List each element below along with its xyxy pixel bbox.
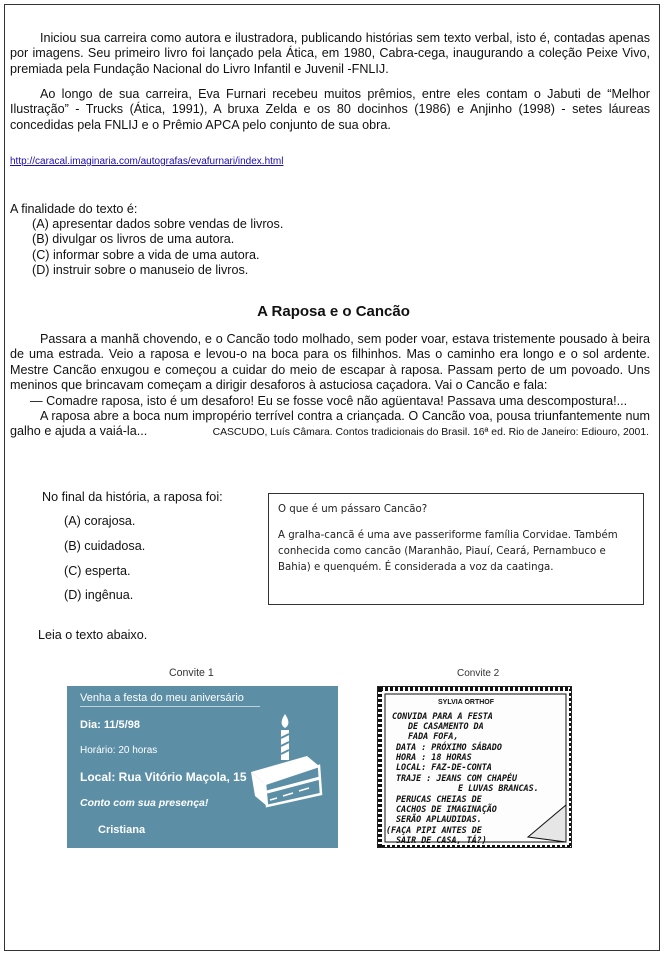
invite-2-line-3: FADA FOFA, bbox=[408, 731, 459, 741]
invite-2-line-2: DE CASAMENTO DA bbox=[408, 721, 484, 731]
question-2-option-c[interactable]: (C) esperta. bbox=[64, 564, 131, 578]
invite-2-line-10: CACHOS DE IMAGINAÇÃO bbox=[396, 804, 497, 814]
article-paragraph-1: Iniciou sua carreira como autora e ilustradora, publicando histórias sem texto verbal, isto é, contadas apenas por imagens. Seu primeiro livro foi lançado pela Ática, em 1980, Cabra-cega, inaugurando a coleção Peixe Vivo, premiada pela Fundação Nacional do Livro Infantil e Juvenil -FNLIJ. bbox=[10, 31, 650, 76]
invite-2-card bbox=[377, 686, 572, 848]
invite-2-line-7: TRAJE : JEANS COM CHAPÉU bbox=[396, 773, 518, 783]
question-1 bbox=[10, 202, 283, 278]
invite-1-underline bbox=[80, 706, 260, 707]
invite-2-caption: Convite 2 bbox=[457, 668, 500, 679]
story-paragraph-3: A raposa abre a boca num impropério terrível contra a criançada. O Cancão voa, pousa triunfantemente num galho e ajuda a vaiá-la... bbox=[10, 409, 650, 439]
invite-2-line-5: HORA : 18 HORAS bbox=[396, 752, 472, 762]
question-2-option-b[interactable]: (B) cuidadosa. bbox=[64, 539, 146, 553]
info-box-body: A gralha-cancã é uma ave passeriforme família Corvidae. Também conhecida como cancão (Maranhão, Piauí, Ceará, Pernambuco e Bahia) e quenquém. É considerada a voz da caatinga. bbox=[278, 530, 618, 573]
invite-1-card bbox=[67, 686, 338, 848]
invite-2-line-8: E LUVAS BRANCAS. bbox=[458, 783, 539, 793]
invite-1-closing: Conto com sua presença! bbox=[80, 797, 209, 809]
invite-1-time: Horário: 20 horas bbox=[80, 745, 158, 756]
invite-2-line-9: PERUCAS CHEIAS DE bbox=[396, 794, 482, 804]
invite-2-author: SYLVIA ORTHOF bbox=[438, 699, 494, 706]
question-2-stem: No final da história, a raposa foi: bbox=[42, 490, 223, 504]
story-citation: CASCUDO, Luís Câmara. Contos tradicionais do Brasil. 16ª ed. Rio de Janeiro: Ediouro, 2001. bbox=[212, 427, 649, 438]
question-2-option-a[interactable]: (A) corajosa. bbox=[64, 514, 136, 528]
question-1-option-c[interactable]: (C) informar sobre a vida de uma autora. bbox=[32, 247, 260, 262]
story-text bbox=[10, 332, 650, 440]
question-2-option-d[interactable]: (D) ingênua. bbox=[64, 588, 134, 602]
invite-1-location: Local: Rua Vitório Maçola, 15 bbox=[80, 770, 247, 784]
birthday-cake-icon bbox=[237, 708, 333, 808]
invite-2-line-13: SAIR DE CASA, TÁ?) bbox=[396, 835, 487, 845]
source-link[interactable]: http://caracal.imaginaria.com/autografas/evafurnari/index.html bbox=[10, 156, 284, 167]
invite-2-line-4: DATA : PRÓXIMO SÁBADO bbox=[396, 742, 502, 752]
question-2 bbox=[42, 490, 223, 602]
invite-2-line-11: SERÃO APLAUDIDAS. bbox=[396, 814, 482, 824]
story-title: A Raposa e o Cancão bbox=[257, 303, 410, 320]
info-box-title: O que é um pássaro Cancão? bbox=[278, 504, 428, 515]
invite-1-heading: Venha a festa do meu aniversário bbox=[80, 692, 244, 704]
instruction-text: Leia o texto abaixo. bbox=[38, 628, 148, 642]
question-1-option-b[interactable]: (B) divulgar os livros de uma autora. bbox=[32, 232, 235, 247]
question-1-option-a[interactable]: (A) apresentar dados sobre vendas de livros. bbox=[32, 217, 284, 232]
article-paragraph-2: Ao longo de sua carreira, Eva Furnari recebeu muitos prêmios, entre eles contam o Jabuti de “Melhor Ilustração” - Trucks (Ática, 1991), A bruxa Zelda e os 80 docinhos (1986) e Anjinho (1998) - setes láureas concedidas pela FNLIJ e o Prêmio APCA pelo conjunto de sua obra. bbox=[10, 87, 650, 132]
invite-2-line-6: LOCAL: FAZ-DE-CONTA bbox=[396, 762, 492, 772]
story-paragraph-2: — Comadre raposa, isto é um desaforo! Eu se fosse você não agüentava! Passava uma descompostura!... bbox=[30, 393, 628, 408]
story-paragraph-1: Passara a manhã chovendo, e o Cancão todo molhado, sem poder voar, estava tristemente pousado à beira de uma estrada. Veio a raposa e levou-o na boca para os filhinhos. Mas o caminho era longo e o sol ardente. Mestre Cancão enxugou e começou a cuidar do meio de escapar à raposa. Passam perto de um povoado. Uns meninos que brincavam começam a dirigir desaforos à astuciosa caçadora. Vai o Cancão e fala: bbox=[10, 332, 650, 393]
info-box bbox=[268, 493, 644, 605]
invite-2-line-1: CONVIDA PARA A FESTA bbox=[392, 711, 493, 721]
invite-1-caption: Convite 1 bbox=[169, 667, 214, 679]
invite-2-line-12: (FAÇA PIPI ANTES DE bbox=[386, 825, 482, 835]
invite-1-signature: Cristiana bbox=[98, 824, 146, 836]
question-1-stem: A finalidade do texto é: bbox=[10, 202, 138, 216]
question-1-option-d[interactable]: (D) instruir sobre o manuseio de livros. bbox=[32, 262, 249, 277]
invite-1-date: Dia: 11/5/98 bbox=[80, 719, 140, 731]
